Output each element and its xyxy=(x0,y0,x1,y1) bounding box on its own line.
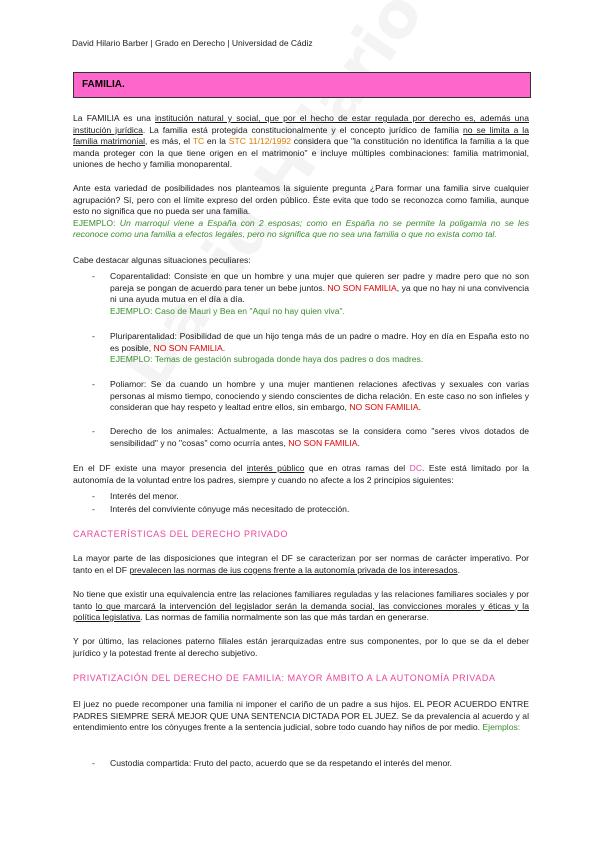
section-title-box xyxy=(73,72,531,98)
principle-item: - Interés del conviviente cónyuge más necesitado de protección. xyxy=(92,504,350,514)
characteristics-paragraph-2: No tiene que existir una equivalencia entre las relaciones familiares reguladas y las relaciones familiares sociales y por tanto lo que marcará la intervención del legislador serán la demanda social, las convicciones morales y éticas y la política legislativa. Las normas de familia normalmente son las que más tardan en generarse. xyxy=(73,589,529,622)
list-item-coparentalidad: - Coparentalidad: Consiste en que un hombre y una mujer que quieren ser padre y madre pero que no son pareja se pongan de acuerdo para tener un bebe juntos. NO SON FAMILIA, ya que no hay ni una convivencia ni una ayuda mutua en el día a día. EJEMPLO: Caso de Mauri y Bea en "Aquí no hay quien viva". xyxy=(92,271,529,316)
question-paragraph: Ante esta variedad de posibilidades nos planteamos la siguiente pregunta ¿Para formar una familia sirve cualquier agrupación? Sí, pero con el límite expreso del orden público. Éste evita que todo se reconozca como familia, aunque esto no significa que no pueda ser una familia. EJEMPLO: Un marroquí viene a España con 2 esposas; como en España no se permite la poligamia no se les reconoce como una familia a efectos legales, pero no significa que no sea una familia o que no exista como tal. xyxy=(73,183,529,239)
list-item-pluriparentalidad: - Pluriparentalidad: Posibilidad de que un hijo tenga más de un padre o madre. Hoy en día en España esto no es posible, NO SON FAMILIA. EJEMPLO: Temas de gestación subrogada donde haya dos padres o dos madres. xyxy=(92,331,529,364)
characteristics-paragraph-1: La mayor parte de las disposiciones que integran el DF se caracterizan por ser normas de carácter imperativo. Por tanto en el DF prevalecen las normas de ius cogens frente a la autonomía privada de los interesados. xyxy=(73,553,529,575)
characteristics-paragraph-3: Y por último, las relaciones paterno filiales están jerarquizadas entre sus componentes, por lo que se da el deber jurídico y la potestad frente al derecho subjetivo. xyxy=(73,636,529,658)
section-title: FAMILIA. xyxy=(82,79,125,90)
section-heading-privatizacion: PRIVATIZACIÓN DEL DERECHO DE FAMILIA: MAYOR ÁMBITO A LA AUTONOMÍA PRIVADA xyxy=(73,673,496,683)
df-paragraph: En el DF existe una mayor presencia del interés público que en otras ramas del DC. Este está limitado por la autonomía de la voluntad entre los padres, siempre y cuando no afecte a los 2 principios siguientes: xyxy=(73,463,529,485)
section-heading-caracteristicas: CARACTERÍSTICAS DEL DERECHO PRIVADO xyxy=(73,529,289,539)
intro-paragraph: La FAMILIA es una institución natural y social, que por el hecho de estar regulada por derecho es, además una institución jurídica. La familia está protegida constitucionalmente y el concepto jurídico de familia no se limita a la familia matrimonial, es más, el TC en la STC 11/12/1992 considera que "la constitución no identifica la familia a la que manda proteger con la que tiene origen en el matrimonio" e incluye múltiples combinaciones: familia matrimonial, uniones de hecho y familia monoparental. xyxy=(73,113,529,169)
privatization-paragraph: El juez no puede recomponer una familia ni imponer el cariño de un padre a sus hijos. EL PEOR ACUERDO ENTRE PADRES SIEMPRE SERÁ MEJOR QUE UNA SENTENCIA DICTADA POR EL JUEZ. Se da prevalencia al acuerdo y al entendimiento entre los cónyuges frente a la sentencia judicial, sobre todo cuando hay niños de por medio. Ejemplos: xyxy=(73,699,529,732)
list-item-custodia: - Custodia compartida: Fruto del pacto, acuerdo que se da respetando el interés del menor. xyxy=(92,758,453,768)
principle-item: - Interés del menor. xyxy=(92,491,179,501)
peculiar-intro: Cabe destacar algunas situaciones peculiares: xyxy=(73,255,251,265)
page-header: David Hilario Barber | Grado en Derecho | Universidad de Cádiz xyxy=(72,38,313,48)
list-item-animales: - Derecho de los animales: Actualmente, a las mascotas se la considera como "seres vivos dotados de sensibilidad" y no "cosas" como ocurría antes, NO SON FAMILIA. xyxy=(92,426,529,448)
list-item-poliamor: - Poliamor: Se da cuando un hombre y una mujer mantienen relaciones afectivas y sexuales con varias personas al mismo tiempo, conociendo y siendo conscientes de dicha relación. En este caso no son infieles y consideran que hay respeto y lealtad entre ellos, sin embargo, NO SON FAMILIA. xyxy=(92,379,529,412)
